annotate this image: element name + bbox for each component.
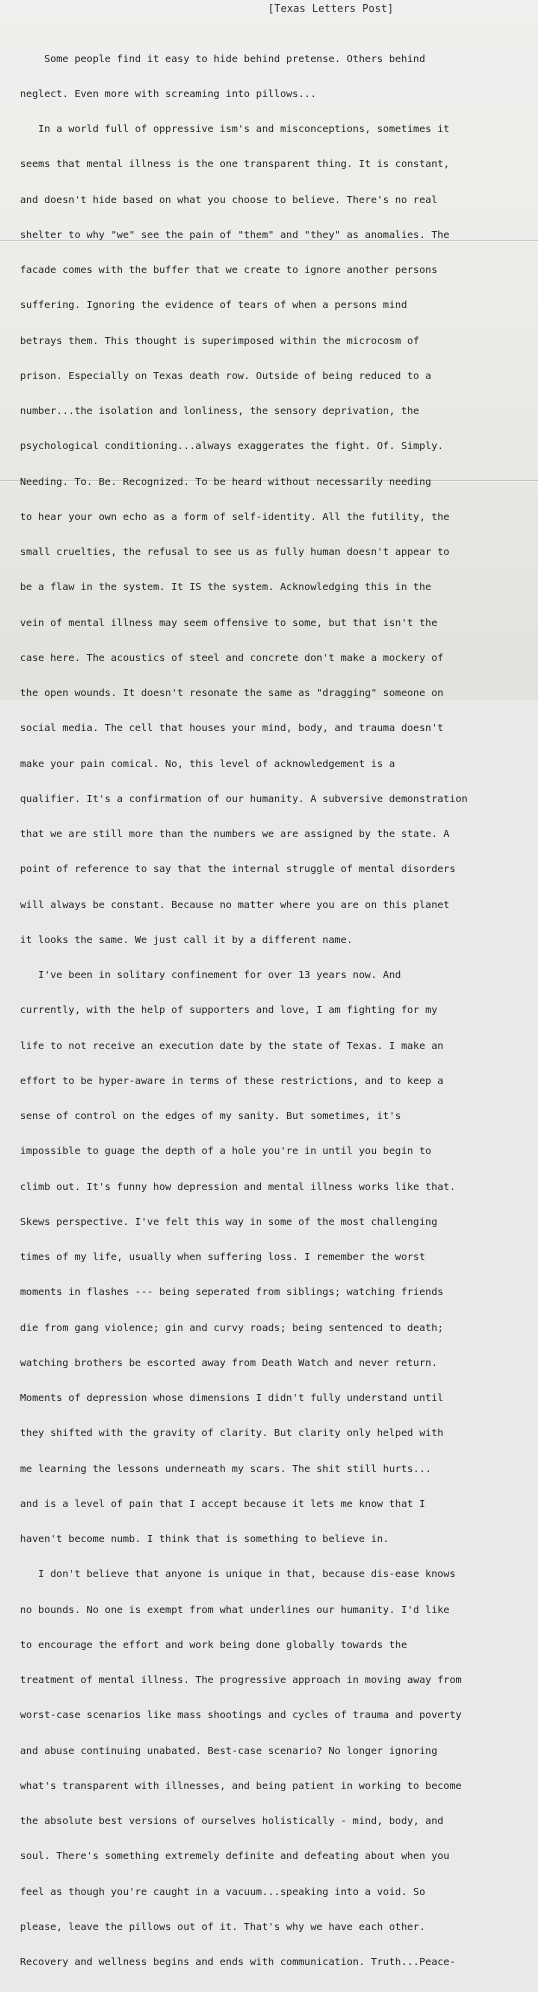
text-line: and abuse continuing unabated. Best-case scenario? No longer ignoring <box>20 1745 438 1757</box>
text-line: treatment of mental illness. The progressive approach in moving away from <box>20 1675 462 1686</box>
text-line: to encourage the effort and work being done globally towards the <box>20 1639 408 1651</box>
text-line: Needing. To. Be. Recognized. To be heard without necessarily needing <box>20 476 432 488</box>
text-line: Skews perspective. I've felt this way in some of the most challenging <box>20 1216 438 1228</box>
text-line: feel as though you're caught in a vacuum...speaking into a void. So <box>20 1886 426 1898</box>
text-line: will always be constant. Because no matter where you are on this planet <box>20 899 450 911</box>
text-line: I've been in solitary confinement for over 13 years now. And <box>20 970 402 981</box>
text-line: worst-case scenarios like mass shootings and cycles of trauma and poverty <box>20 1710 462 1722</box>
text-line: it looks the same. We just call it by a different name. <box>20 934 353 946</box>
text-line: no bounds. No one is exempt from what underlines our humanity. I'd like <box>20 1604 450 1616</box>
text-line: and doesn't hide based on what you choose to believe. There's no real <box>20 194 438 206</box>
text-line: soul. There's something extremely definite and defeating about when you <box>20 1851 450 1863</box>
text-line: climb out. It's funny how depression and mental illness works like that. <box>20 1181 456 1193</box>
text-line: please, leave the pillows out of it. That's why we have each other. <box>20 1921 426 1933</box>
text-line: point of reference to say that the internal struggle of mental disorders <box>20 864 456 876</box>
text-line: qualifier. It's a confirmation of our humanity. A subversive demonstration <box>20 793 468 805</box>
text-line: number...the isolation and lonliness, the sensory deprivation, the <box>20 406 420 417</box>
text-line: In a world full of oppressive ism's and misconceptions, sometimes it <box>20 124 450 135</box>
text-line: the open wounds. It doesn't resonate the same as "dragging" someone on <box>20 688 444 699</box>
text-line: die from gang violence; gin and curvy roads; being sentenced to death; <box>20 1322 444 1334</box>
text-line: small cruelties, the refusal to see us as fully human doesn't appear to <box>20 547 450 558</box>
text-line: be a flaw in the system. It IS the system. Acknowledging this in the <box>20 582 432 594</box>
text-line: I don't believe that anyone is unique in that, because dis-ease knows <box>20 1569 456 1581</box>
text-line: make your pain comical. No, this level of acknowledgement is a <box>20 758 396 770</box>
text-line: prison. Especially on Texas death row. Outside of being reduced to a <box>20 370 432 382</box>
text-line: effort to be hyper-aware in terms of these restrictions, and to keep a <box>20 1075 444 1087</box>
text-line: and is a level of pain that I accept because it lets me know that I <box>20 1498 426 1510</box>
text-line: case here. The acoustics of steel and concrete don't make a mockery of <box>20 652 444 664</box>
text-line: Some people find it easy to hide behind pretense. Others behind <box>20 53 426 65</box>
letter-header: [Texas Letters Post] <box>268 4 394 15</box>
text-line: to hear your own echo as a form of self-identity. All the futility, the <box>20 511 450 523</box>
text-line: life to not receive an execution date by the state of Texas. I make an <box>20 1040 444 1052</box>
text-line: psychological conditioning...always exaggerates the fight. Of. Simply. <box>20 441 444 453</box>
text-line: me learning the lessons underneath my scars. The shit still hurts... <box>20 1463 432 1475</box>
text-line: that we are still more than the numbers we are assigned by the state. A <box>20 829 450 840</box>
text-line: betrays them. This thought is superimposed within the microcosm of <box>20 335 420 347</box>
text-line: shelter to why "we" see the pain of "them" and "they" as anomalies. The <box>20 229 450 241</box>
text-line: moments in flashes --- being seperated from siblings; watching friends <box>20 1287 444 1299</box>
text-line: times of my life, usually when suffering loss. I remember the worst <box>20 1252 426 1263</box>
text-line: watching brothers be escorted away from Death Watch and never return. <box>20 1357 438 1369</box>
text-line: they shifted with the gravity of clarity. But clarity only helped with <box>20 1428 444 1440</box>
text-line: facade comes with the buffer that we create to ignore another persons <box>20 265 438 276</box>
text-line: sense of control on the edges of my sanity. But sometimes, it's <box>20 1111 402 1122</box>
text-line: vein of mental illness may seem offensive to some, but that isn't the <box>20 617 438 629</box>
text-line: impossible to guage the depth of a hole you're in until you begin to <box>20 1146 432 1158</box>
text-line: seems that mental illness is the one transparent thing. It is constant, <box>20 159 450 171</box>
text-line: haven't become numb. I think that is something to believe in. <box>20 1534 389 1545</box>
text-line: neglect. Even more with screaming into pillows... <box>20 88 317 100</box>
text-line: Moments of depression whose dimensions I didn't fully understand until <box>20 1393 444 1404</box>
text-line: suffering. Ignoring the evidence of tears of when a persons mind <box>20 300 408 312</box>
text-line: the absolute best versions of ourselves holistically - mind, body, and <box>20 1816 444 1827</box>
letter-body <box>20 30 530 1992</box>
text-line: what's transparent with illnesses, and being patient in working to become <box>20 1780 462 1792</box>
text-line: social media. The cell that houses your mind, body, and trauma doesn't <box>20 723 444 735</box>
text-line: Recovery and wellness begins and ends with communication. Truth...Peace- <box>20 1957 456 1968</box>
text-line: currently, with the help of supporters and love, I am fighting for my <box>20 1005 438 1017</box>
